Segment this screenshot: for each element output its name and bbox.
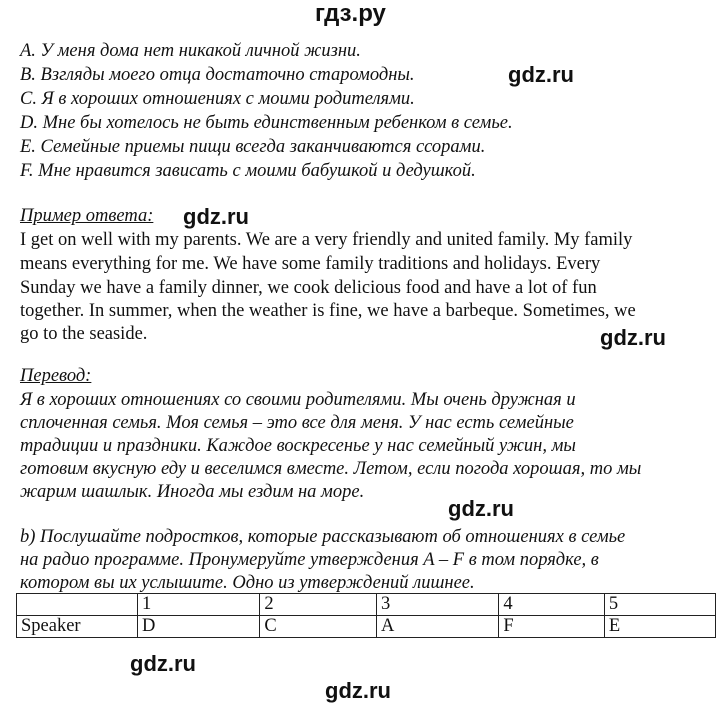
table-cell [17, 594, 138, 616]
watermark: gdz.ru [448, 496, 514, 521]
statement-a: A. У меня дома нет никакой личной жизни. [20, 41, 361, 61]
watermark-top: гдз.ру [315, 0, 386, 27]
example-line: means everything for me. We have some family traditions and holidays. Every [20, 254, 601, 274]
statement-c: C. Я в хороших отношениях с моими родителями. [20, 89, 415, 109]
table-header-cell: 2 [260, 594, 377, 616]
statement-d: D. Мне бы хотелось не быть единственным ребенком в семье. [20, 113, 513, 133]
translation-line: готовим вкусную еду и веселимся вместе. Летом, если погода хорошая, то мы [20, 459, 642, 479]
statement-e: E. Семейные приемы пищи всегда заканчиваются ссорами. [20, 137, 486, 157]
translation-heading: Перевод: [20, 366, 92, 386]
statement-b: B. Взгляды моего отца достаточно старомодны. [20, 65, 415, 85]
translation-line: жарим шашлык. Иногда мы ездим на море. [20, 482, 365, 502]
row-label: Speaker [17, 616, 138, 638]
answer-cell: F [499, 616, 605, 638]
task-b-line: на радио программе. Пронумеруйте утверждения A – F в том порядке, в [20, 550, 599, 570]
answer-cell: A [377, 616, 499, 638]
table-header-cell: 5 [604, 594, 715, 616]
task-b-line: котором вы их услышите. Одно из утверждений лишнее. [20, 573, 475, 593]
table-header-row [17, 594, 716, 616]
example-line: Sunday we have a family dinner, we cook delicious food and have a lot of fun [20, 278, 597, 298]
answer-cell: D [138, 616, 260, 638]
table-header-cell: 3 [377, 594, 499, 616]
table-header-cell: 4 [499, 594, 605, 616]
example-line: together. In summer, when the weather is fine, we have a barbeque. Sometimes, we [20, 301, 636, 321]
answer-table [16, 593, 716, 638]
watermark-bottom: gdz.ru [325, 678, 391, 703]
translation-line: Я в хороших отношениях со своими родителями. Мы очень дружная и [20, 390, 576, 410]
answer-cell: C [260, 616, 377, 638]
statement-f: F. Мне нравится зависать с моими бабушкой и дедушкой. [20, 161, 476, 181]
example-line: go to the seaside. [20, 324, 148, 344]
watermark: gdz.ru [130, 651, 196, 676]
example-heading: Пример ответа: [20, 206, 154, 226]
watermark: gdz.ru [183, 204, 249, 229]
answer-cell: E [604, 616, 715, 638]
watermark: gdz.ru [600, 325, 666, 350]
translation-line: традиции и праздники. Каждое воскресенье у нас семейный ужин, мы [20, 436, 576, 456]
example-line: I get on well with my parents. We are a very friendly and united family. My family [20, 230, 633, 250]
table-header-cell: 1 [138, 594, 260, 616]
watermark: gdz.ru [508, 62, 574, 87]
table-row [17, 616, 716, 638]
translation-line: сплоченная семья. Моя семья – это все для меня. У нас есть семейные [20, 413, 574, 433]
task-b-line: b) Послушайте подростков, которые рассказывают об отношениях в семье [20, 527, 626, 547]
